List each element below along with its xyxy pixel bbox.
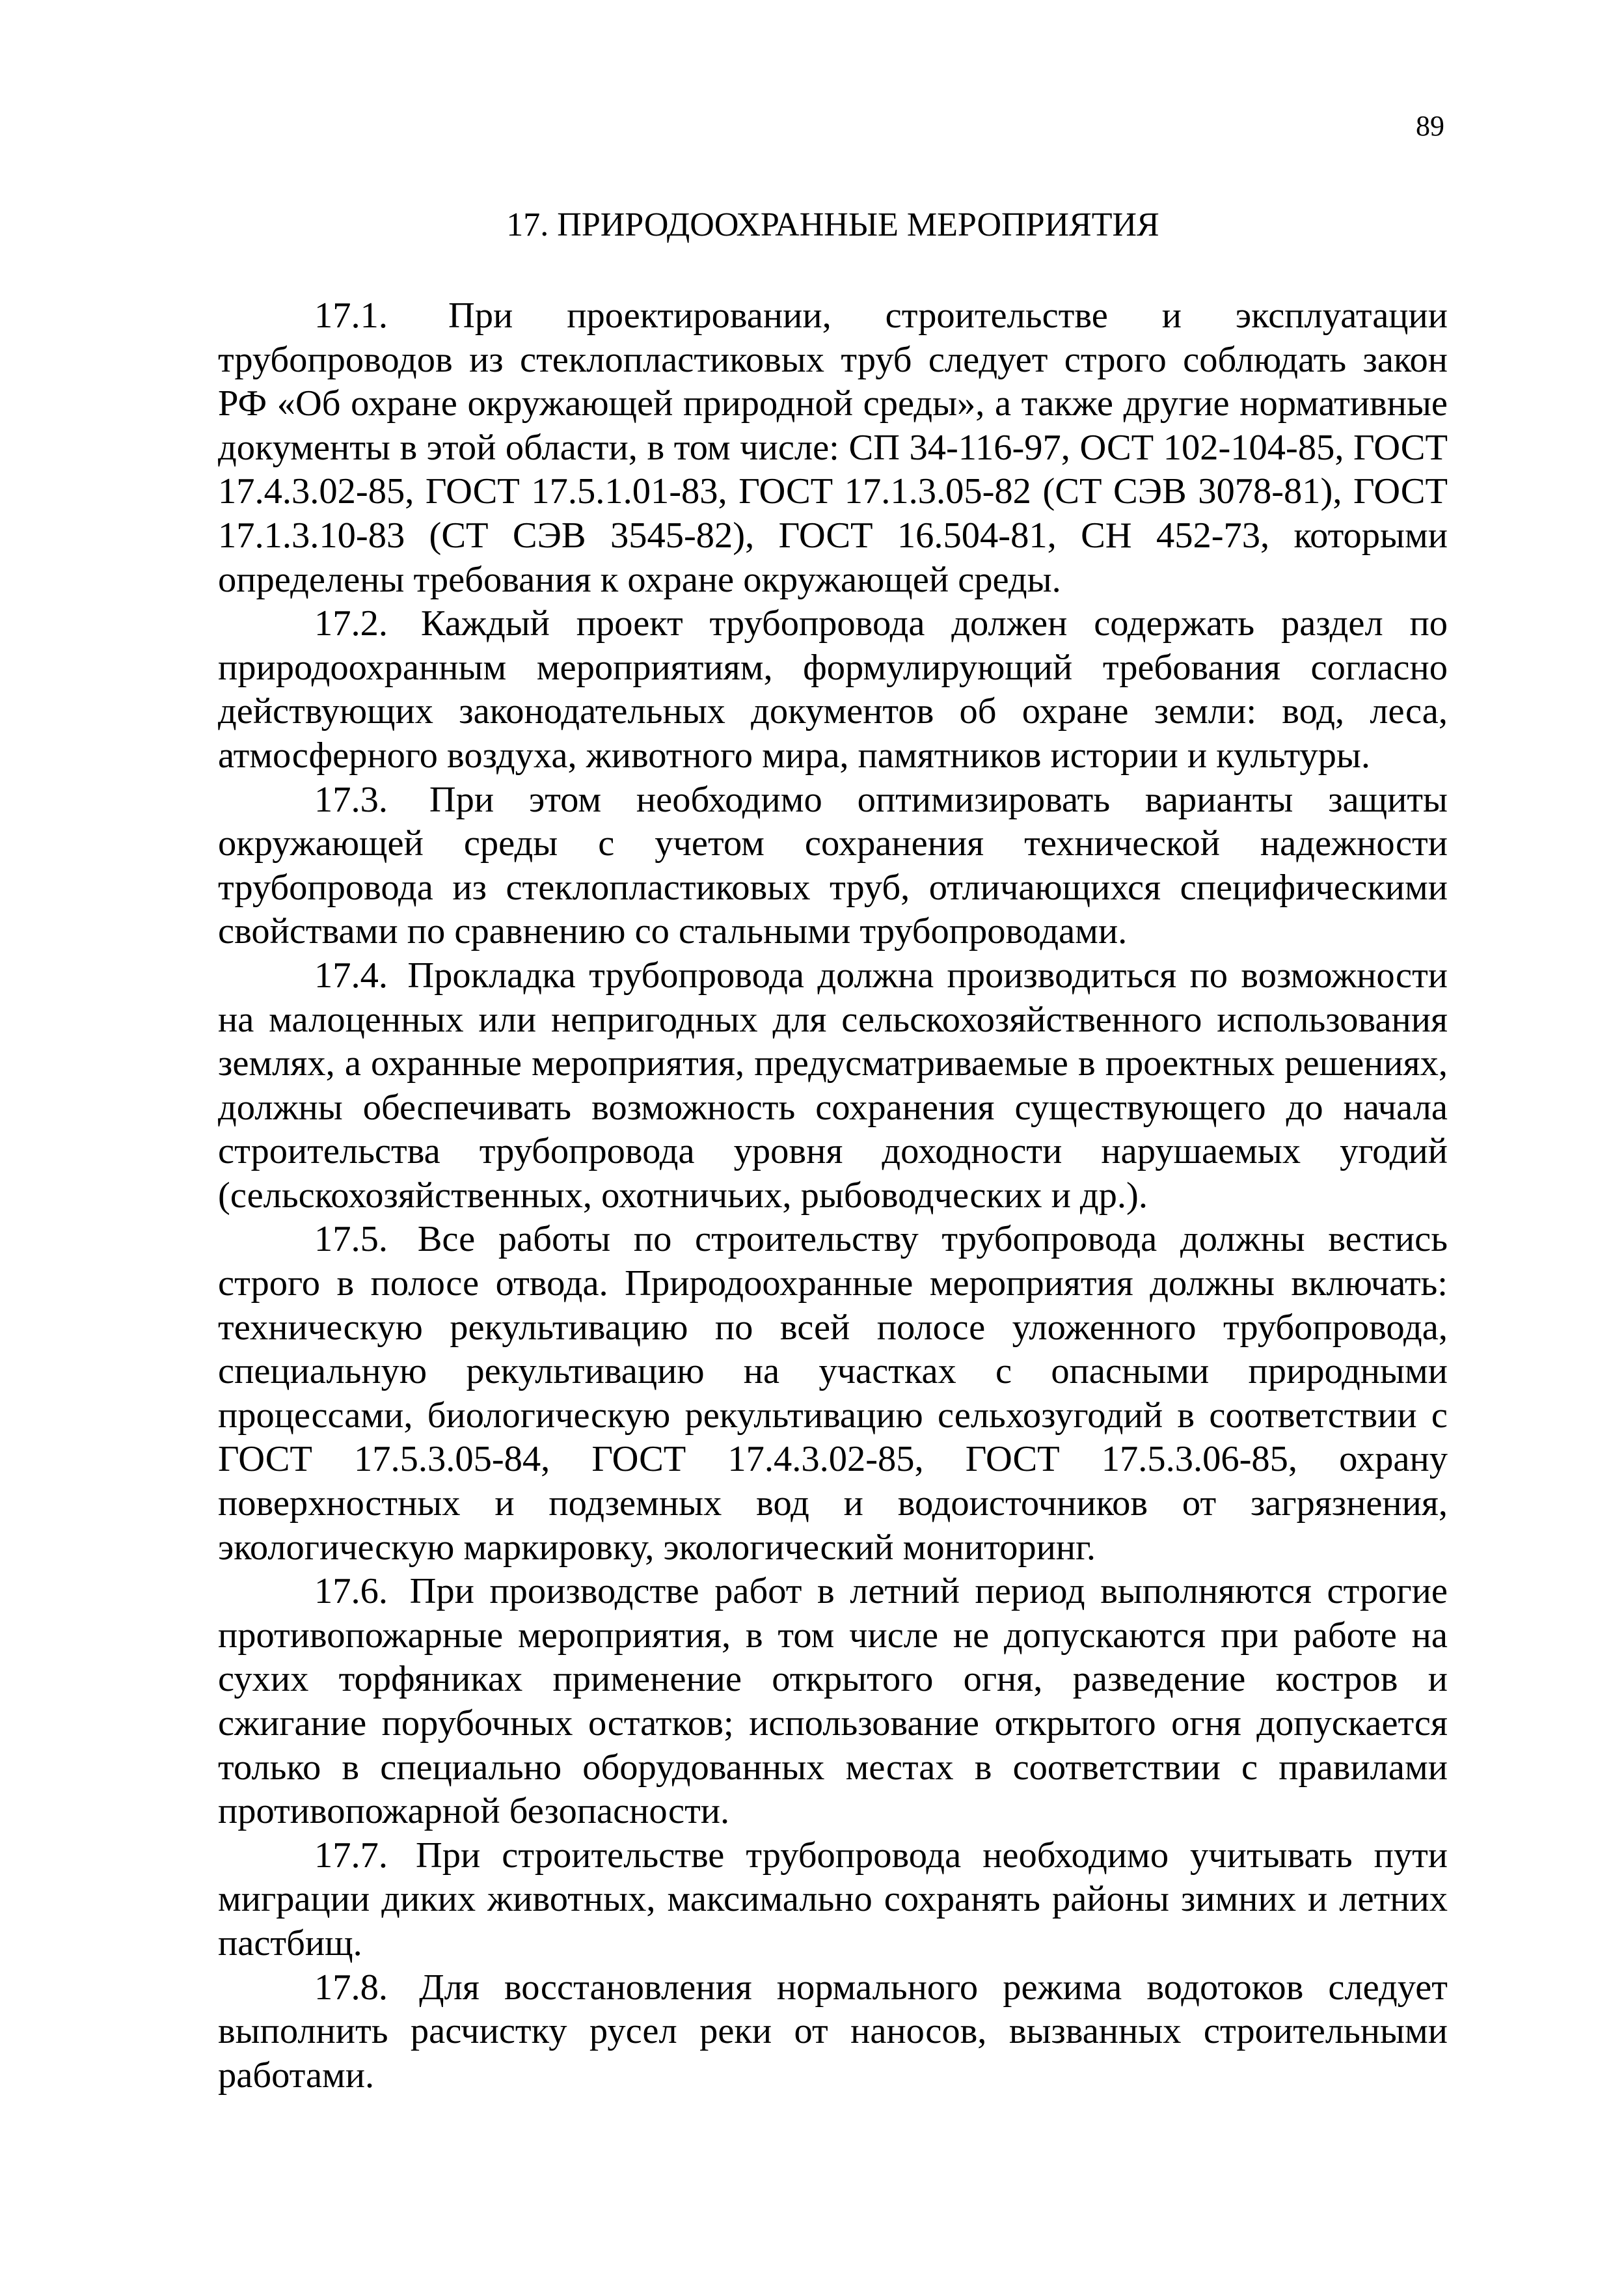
paragraph-text: При строительстве трубопровода необходимо учитывать пути миграции диких животных, максимально сохранять районы зимних и летних пастбищ. <box>218 1835 1448 1963</box>
paragraph-number: 17.3. <box>314 779 388 820</box>
paragraph-text: Каждый проект трубопровода должен содержать раздел по природоохранным мероприятиям, формулирующий требования согласно действующих законодательных документов об охране земли: вод, леса, атмосферного воздуха, животного мира, памятников истории и культуры. <box>218 603 1448 776</box>
paragraph-number: 17.6. <box>314 1571 388 1612</box>
paragraph-text: Все работы по строительству трубопровода должны вестись строго в полосе отвода. Природоохранные мероприятия должны включать: техническую рекультивацию по всей полосе уложенного трубопровода, специальную рекультивацию на участках с опасными природными процессами, биологическую рекультивацию сельхозугодий в соответствии с ГОСТ 17.5.3.05-84, ГОСТ 17.4.3.02-85, ГОСТ 17.5.3.06-85, охрану поверхностных и подземных вод и водоисточников от загрязнения, экологическую маркировку, экологический мониторинг. <box>218 1219 1448 1568</box>
paragraph-number: 17.2. <box>314 603 388 644</box>
paragraph-17-3 <box>218 778 1448 954</box>
paragraph-number: 17.5. <box>314 1219 388 1260</box>
paragraph-17-6 <box>218 1570 1448 1834</box>
paragraph-17-1 <box>218 294 1448 602</box>
paragraph-17-5 <box>218 1218 1448 1570</box>
paragraph-17-4 <box>218 954 1448 1218</box>
paragraph-17-2 <box>218 602 1448 778</box>
paragraph-number: 17.8. <box>314 1967 388 2008</box>
paragraph-text: Прокладка трубопровода должна производиться по возможности на малоценных или непригодных для сельскохозяйственного использования землях, а охранные мероприятия, предусматриваемые в проектных решениях, должны обеспечивать возможность сохранения существующего до начала строительства трубопровода уровня доходности нарушаемых угодий (сельскохозяйственных, охотничьих, рыбоводческих и др.). <box>218 955 1448 1216</box>
paragraph-17-7 <box>218 1834 1448 1966</box>
paragraph-text: При проектировании, строительстве и эксплуатации трубопроводов из стеклопластиковых труб следует строго соблюдать закон РФ «Об охране окружающей природной среды», а также другие нормативные документы в этой области, в том числе: СП 34-116-97, ОСТ 102-104-85, ГОСТ 17.4.3.02-85, ГОСТ 17.5.1.01-83, ГОСТ 17.1.3.05-82 (СТ СЭВ 3078-81), ГОСТ 17.1.3.10-83 (СТ СЭВ 3545-82), ГОСТ 16.504-81, СН 452-73, которыми определены требования к охране окружающей среды. <box>218 295 1448 600</box>
section-title: 17. ПРИРОДООХРАННЫЕ МЕРОПРИЯТИЯ <box>506 206 1159 243</box>
paragraph-number: 17.4. <box>314 955 388 996</box>
paragraph-text: При производстве работ в летний период выполняются строгие противопожарные мероприятия, в том числе не допускаются при работе на сухих торфяниках применение открытого огня, разведение костров и сжигание порубочных остатков; использование открытого огня допускается только в специально оборудованных местах в соответствии с правилами противопожарной безопасности. <box>218 1571 1448 1832</box>
paragraph-17-8 <box>218 1966 1448 2098</box>
page-number: 89 <box>1416 110 1444 142</box>
paragraph-text: Для восстановления нормального режима водотоков следует выполнить расчистку русел реки от наносов, вызванных строительными работами. <box>218 1967 1448 2096</box>
section-body <box>218 294 1448 2098</box>
paragraph-number: 17.1. <box>314 295 388 336</box>
paragraph-number: 17.7. <box>314 1835 388 1876</box>
paragraph-text: При этом необходимо оптимизировать варианты защиты окружающей среды с учетом сохранения технической надежности трубопровода из стеклопластиковых труб, отличающихся специфическими свойствами по сравнению со стальными трубопроводами. <box>218 779 1448 952</box>
